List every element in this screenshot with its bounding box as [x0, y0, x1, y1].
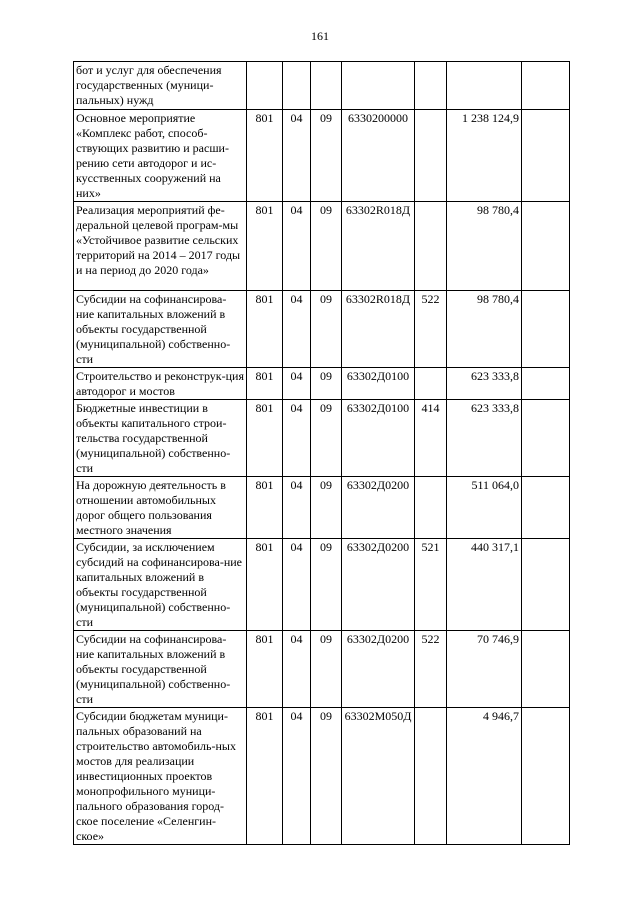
section-cell: 04: [283, 400, 311, 477]
table-row: [74, 477, 570, 539]
row-name-cell: Основное мероприятие «Комплекс работ, способ-ствующих развитию и расши-рению сети автодорог и ис-кусственных сооружений на них»: [74, 110, 247, 202]
section-cell: 04: [283, 477, 311, 539]
table-row: [74, 62, 570, 110]
row-name-cell: Строительство и реконструк-ция автодорог и мостов: [74, 368, 247, 400]
extra-cell: [522, 400, 570, 477]
expense-type-cell: [415, 110, 447, 202]
grbs-cell: 801: [247, 202, 283, 291]
table-row: [74, 708, 570, 845]
grbs-cell: 801: [247, 539, 283, 631]
target-article-cell: 63302Д0100: [342, 368, 415, 400]
target-article-cell: [342, 62, 415, 110]
amount-cell: 623 333,8: [447, 368, 522, 400]
extra-cell: [522, 110, 570, 202]
extra-cell: [522, 202, 570, 291]
subsection-cell: 09: [311, 368, 342, 400]
subsection-cell: 09: [311, 631, 342, 708]
expense-type-cell: [415, 368, 447, 400]
expense-type-cell: [415, 708, 447, 845]
grbs-cell: 801: [247, 477, 283, 539]
subsection-cell: 09: [311, 291, 342, 368]
extra-cell: [522, 708, 570, 845]
target-article-cell: 63302R018Д: [342, 202, 415, 291]
grbs-cell: 801: [247, 291, 283, 368]
target-article-cell: 63302Д0200: [342, 477, 415, 539]
extra-cell: [522, 368, 570, 400]
section-cell: 04: [283, 368, 311, 400]
extra-cell: [522, 539, 570, 631]
section-cell: 04: [283, 202, 311, 291]
target-article-cell: 63302R018Д: [342, 291, 415, 368]
amount-cell: 440 317,1: [447, 539, 522, 631]
row-name-cell: Субсидии, за исключением субсидий на софинансирова-ние капитальных вложений в объекты государственной (муниципальной) собственно-сти: [74, 539, 247, 631]
expense-type-cell: 522: [415, 631, 447, 708]
extra-cell: [522, 477, 570, 539]
section-cell: 04: [283, 539, 311, 631]
target-article-cell: 63302М050Д: [342, 708, 415, 845]
expense-type-cell: [415, 202, 447, 291]
table-row: [74, 110, 570, 202]
expense-type-cell: 414: [415, 400, 447, 477]
section-cell: 04: [283, 110, 311, 202]
expense-type-cell: [415, 62, 447, 110]
row-name-cell: бот и услуг для обеспечения государственных (муници-пальных) нужд: [74, 62, 247, 110]
grbs-cell: 801: [247, 631, 283, 708]
target-article-cell: 63302Д0100: [342, 400, 415, 477]
extra-cell: [522, 631, 570, 708]
subsection-cell: 09: [311, 708, 342, 845]
expense-type-cell: 522: [415, 291, 447, 368]
subsection-cell: 09: [311, 202, 342, 291]
table-row: [74, 368, 570, 400]
row-name-cell: Бюджетные инвестиции в объекты капитального строи-тельства государственной (муниципальной) собственно-сти: [74, 400, 247, 477]
target-article-cell: 6330200000: [342, 110, 415, 202]
row-name-cell: Субсидии на софинансирова-ние капитальных вложений в объекты государственной (муниципальной) собственно-сти: [74, 291, 247, 368]
budget-table: [73, 61, 570, 845]
row-name-cell: На дорожную деятельность в отношении автомобильных дорог общего пользования местного значения: [74, 477, 247, 539]
table-row: [74, 400, 570, 477]
page-number: 161: [311, 29, 329, 43]
amount-cell: 623 333,8: [447, 400, 522, 477]
table-row: [74, 631, 570, 708]
target-article-cell: 63302Д0200: [342, 631, 415, 708]
amount-cell: [447, 62, 522, 110]
amount-cell: 1 238 124,9: [447, 110, 522, 202]
table-row: [74, 539, 570, 631]
amount-cell: 70 746,9: [447, 631, 522, 708]
expense-type-cell: [415, 477, 447, 539]
target-article-cell: 63302Д0200: [342, 539, 415, 631]
grbs-cell: 801: [247, 110, 283, 202]
extra-cell: [522, 62, 570, 110]
section-cell: [283, 62, 311, 110]
subsection-cell: 09: [311, 110, 342, 202]
grbs-cell: 801: [247, 368, 283, 400]
subsection-cell: 09: [311, 477, 342, 539]
grbs-cell: 801: [247, 400, 283, 477]
grbs-cell: [247, 62, 283, 110]
amount-cell: 511 064,0: [447, 477, 522, 539]
table-row: [74, 291, 570, 368]
expense-type-cell: 521: [415, 539, 447, 631]
extra-cell: [522, 291, 570, 368]
row-name-cell: Субсидии бюджетам муници-пальных образований на строительство автомобиль-ных мостов для реализации инвестиционных проектов монопрофильного муници-пального образования город-ское поселение «Селенгин-ское»: [74, 708, 247, 845]
amount-cell: 4 946,7: [447, 708, 522, 845]
row-name-cell: Реализация мероприятий фе-деральной целевой програм-мы «Устойчивое развитие сельских территорий на 2014 – 2017 годы и на период до 2020 года»: [74, 202, 247, 291]
subsection-cell: 09: [311, 539, 342, 631]
row-name-cell: Субсидии на софинансирова-ние капитальных вложений в объекты государственной (муниципальной) собственно-сти: [74, 631, 247, 708]
amount-cell: 98 780,4: [447, 202, 522, 291]
table-row: [74, 202, 570, 291]
subsection-cell: 09: [311, 400, 342, 477]
section-cell: 04: [283, 631, 311, 708]
grbs-cell: 801: [247, 708, 283, 845]
subsection-cell: [311, 62, 342, 110]
section-cell: 04: [283, 708, 311, 845]
amount-cell: 98 780,4: [447, 291, 522, 368]
section-cell: 04: [283, 291, 311, 368]
